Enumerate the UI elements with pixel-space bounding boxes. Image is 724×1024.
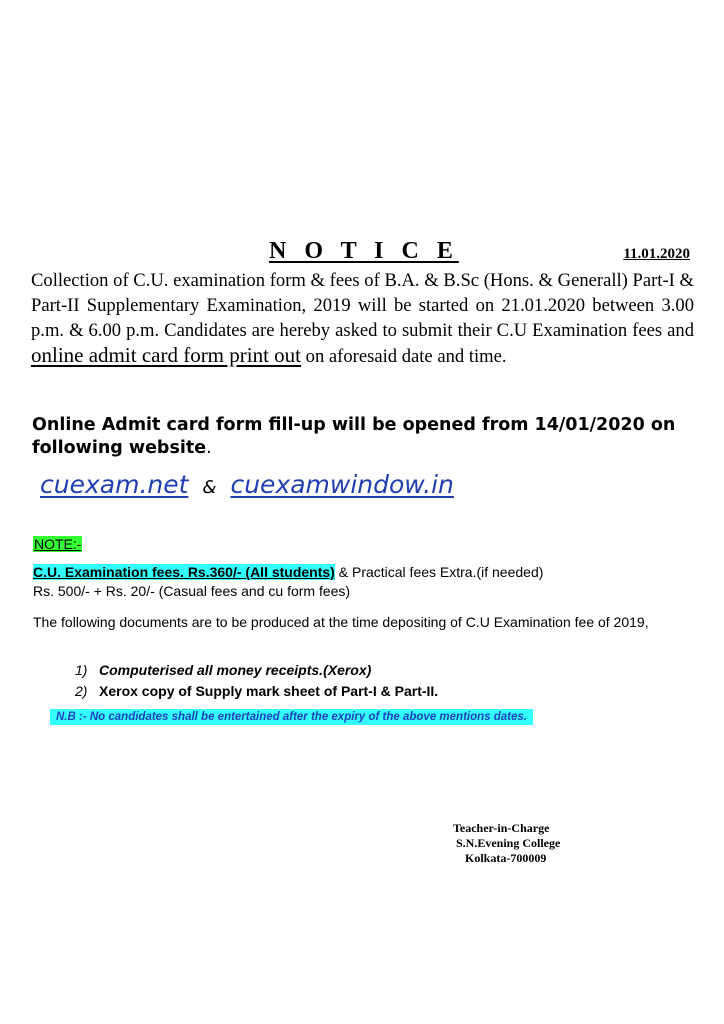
list-item-text: Xerox copy of Supply mark sheet of Part-I & Part-II. — [99, 683, 439, 699]
list-item — [75, 681, 438, 702]
intro-tail: on aforesaid date and time. — [301, 346, 507, 368]
notice-title: N O T I C E — [269, 238, 459, 264]
documents-intro: The following documents are to be produced at the time depositing of C.U Examination fee of 2019, — [33, 614, 649, 630]
fees-highlight: C.U. Examination fees. Rs.360/- (All students) — [33, 564, 335, 580]
signature-address: Kolkata-700009 — [465, 851, 547, 865]
online-line-text: Online Admit card form fill-up will be opened from 14/01/2020 on following website — [32, 415, 676, 458]
website-link-cuexam[interactable]: cuexam.net — [40, 470, 189, 499]
intro-text: Collection of C.U. examination form & fees of B.A. & B.Sc (Hons. & Generall) Part-I & Part-II Supplementary Examination, 2019 will be started on 21.01.2020 between 3.00 p.m. & 6.00 p.m. Candidates are hereby asked to submit their C.U Examination fees and — [31, 270, 694, 341]
documents-list — [75, 660, 438, 702]
website-links — [40, 470, 454, 506]
fees-line — [33, 563, 693, 581]
signature-block — [453, 821, 560, 866]
signature-college: S.N.Evening College — [456, 836, 561, 850]
intro-underlined-text: online admit card form print out — [31, 343, 302, 368]
website-link-cuexamwindow[interactable]: cuexamwindow.in — [230, 470, 454, 499]
list-item-number: 1) — [75, 662, 88, 678]
notice-header — [30, 238, 692, 268]
note-label: NOTE:- — [34, 536, 82, 552]
online-line-dot: . — [206, 438, 212, 458]
nb-warning: N.B :- No candidates shall be entertained after the expiry of the above mentions dates. — [50, 709, 533, 725]
notice-intro-paragraph — [31, 269, 694, 370]
list-item — [75, 660, 438, 681]
list-item-number: 2) — [75, 683, 88, 699]
ampersand-separator: & — [202, 477, 217, 498]
notice-date: 11.01.2020 — [623, 246, 690, 262]
signature-title: Teacher-in-Charge — [453, 821, 550, 835]
list-item-text: Computerised all money receipts.(Xerox) — [99, 662, 372, 678]
online-admit-announcement — [32, 414, 702, 460]
fees-rest: & Practical fees Extra.(if needed) — [334, 564, 544, 580]
casual-fees-line: Rs. 500/- + Rs. 20/- (Casual fees and cu form fees) — [33, 583, 351, 599]
